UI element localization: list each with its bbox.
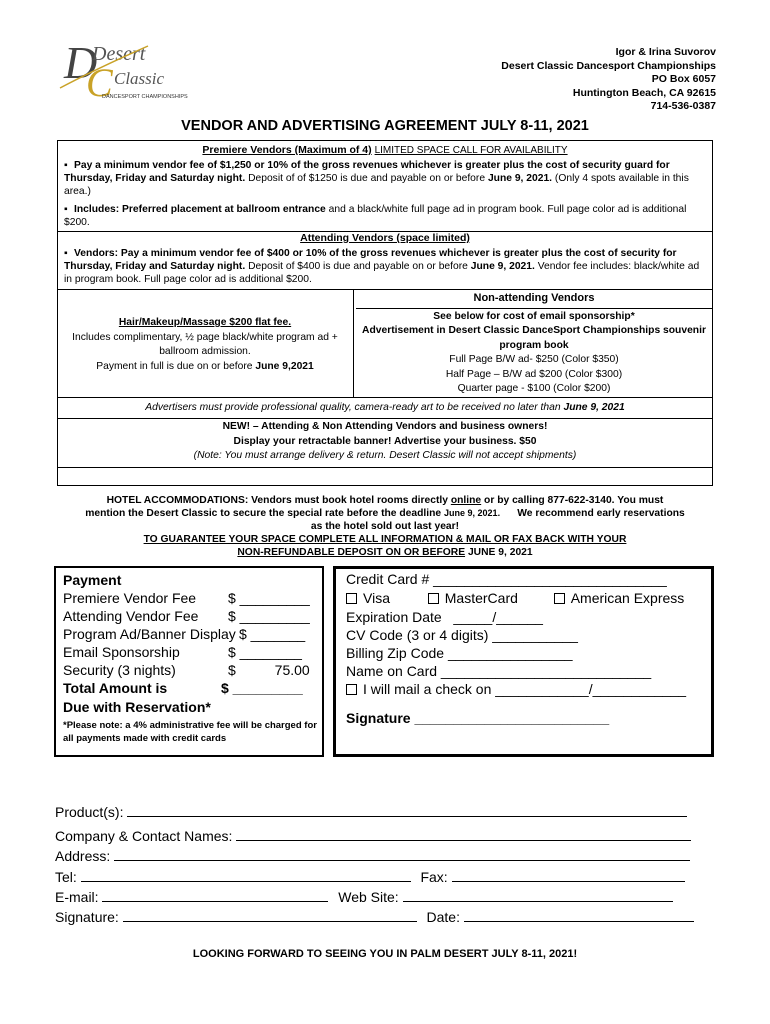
billing-zip-field[interactable]: Billing Zip Code ________________ — [346, 645, 573, 661]
due-with-reservation: Due with Reservation* — [63, 699, 211, 715]
credit-card-box — [333, 566, 714, 757]
hair-heading: Hair/Makeup/Massage $200 flat fee. — [118, 317, 292, 328]
visa-checkbox[interactable]: Visa — [346, 590, 390, 606]
fee-label-attending: Attending Vendor Fee — [63, 608, 199, 624]
payment-summary-box — [54, 566, 324, 757]
credit-card-number-field[interactable]: Credit Card # ______________________________ — [346, 571, 667, 587]
svg-text:C: C — [86, 60, 113, 104]
new-banner: NEW! – Attending & Non Attending Vendors and business owners! Display your retractable banner! Advertise your business. $50 (Note: You must arrange delivery & return. Desert Classic will not accept shipments) — [193, 421, 577, 461]
fee-amount-program-ad[interactable]: $ _______ — [239, 626, 306, 642]
company-contact-field[interactable]: Company & Contact Names: — [55, 828, 691, 844]
address-line: Huntington Beach, CA 92615 — [572, 86, 716, 99]
address-line: 714-536-0387 — [650, 100, 716, 113]
price-half: Half Page – B/W ad $200 (Color $300) — [445, 368, 623, 380]
products-field[interactable]: Product(s): — [55, 804, 687, 820]
fee-amount-security: $ 75.00 — [228, 662, 310, 678]
address-line: PO Box 6057 — [651, 73, 716, 86]
premiere-bullet-1: ▪ Pay a minimum vendor fee of $1,250 or 10% of the gross revenues whichever is greater plus the cost of security guard for Thursday, Friday and Saturday night. Deposit of of $1250 is due and payable on or before June 9, 2021. (Only 4 spots available in this area.) — [64, 160, 689, 197]
logo-word-classic: Classic — [114, 69, 165, 88]
advertisers-note: Advertisers must provide professional quality, camera-ready art to be received no later than June 9, 2021 — [145, 402, 625, 413]
hair-line2: Payment in full is due on or before June 9,2021 — [96, 360, 314, 372]
address-field[interactable]: Address: — [55, 848, 690, 864]
fee-label-email: Email Sponsorship — [63, 644, 180, 660]
card-type-options — [346, 590, 684, 606]
admin-fee-note: *Please note: a 4% administrative fee will be charged for all payments made with credit cards — [63, 720, 317, 744]
vendor-options-table — [57, 140, 713, 486]
logo-subtitle: DANCESPORT CHAMPIONSHIPS — [102, 94, 188, 100]
non-attending-cell — [356, 291, 712, 397]
fee-amount-email[interactable]: $ ________ — [228, 644, 302, 660]
price-full: Full Page B/W ad- $250 (Color $350) — [449, 354, 619, 365]
non-attending-heading: Non-attending Vendors — [473, 292, 595, 304]
mail-check-option[interactable]: I will mail a check on ____________/____________ — [346, 681, 686, 697]
hair-makeup-cell — [60, 316, 350, 374]
svg-text:D: D — [64, 38, 98, 88]
payment-heading: Payment — [63, 572, 122, 588]
premiere-heading: Premiere Vendors (Maximum of 4) LIMITED SPACE CALL FOR AVAILABILITY — [202, 144, 568, 156]
premiere-bullet-2: ▪ Includes: Preferred placement at ballroom entrance and a black/white full page ad in program book. Full page color ad is additional $200. — [64, 204, 687, 228]
fee-label-program-ad: Program Ad/Banner Display — [63, 626, 236, 642]
signature-field[interactable]: Signature: Date: — [55, 909, 694, 925]
price-quarter: Quarter page - $100 (Color $200) — [457, 383, 611, 394]
total-amount[interactable]: $ _________ — [221, 680, 303, 696]
logo-word-desert: Desert — [92, 43, 146, 65]
date-field[interactable]: Date: — [426, 909, 460, 925]
tel-field[interactable]: Tel: Fax: — [55, 869, 685, 885]
organizer-address — [501, 46, 716, 114]
address-line: Igor & Irina Suvorov — [615, 46, 716, 58]
desert-classic-logo — [58, 38, 206, 104]
attending-bullet: ▪ Vendors: Pay a minimum vendor fee of $400 or 10% of the gross revenues whichever is greater plus the cost of security for Thursday, Friday and Saturday night. Deposit of $400 is due and payable on or before June 9, 2021. Vendor fee includes: black/white ad in program book. Full page color ad is additional $200. — [64, 248, 700, 285]
website-field[interactable]: Web Site: — [338, 889, 399, 905]
fax-field[interactable]: Fax: — [420, 869, 448, 885]
non-attending-line2: Advertisement in Desert Classic DanceSport Championships souvenir program book — [362, 325, 706, 351]
cv-code-field[interactable]: CV Code (3 or 4 digits) ___________ — [346, 627, 578, 643]
amex-checkbox[interactable]: American Express — [554, 590, 685, 606]
total-label: Total Amount is — [63, 680, 168, 696]
card-signature-field[interactable]: Signature _________________________ — [346, 710, 610, 726]
address-line: Desert Classic Dancesport Championships — [501, 59, 716, 72]
expiration-date-field[interactable]: Expiration Date _____/______ — [346, 609, 543, 625]
email-field[interactable]: E-mail: Web Site: — [55, 889, 673, 905]
closing-message: LOOKING FORWARD TO SEEING YOU IN PALM DESERT JULY 8-11, 2021! — [192, 948, 578, 960]
fee-amount-attending[interactable]: $ _________ — [228, 608, 310, 624]
mastercard-checkbox[interactable]: MasterCard — [428, 590, 518, 606]
page-title: VENDOR AND ADVERTISING AGREEMENT JULY 8-11, 2021 — [181, 118, 589, 134]
hair-line1: Includes complimentary, ½ page black/white program ad + ballroom admission. — [72, 331, 338, 357]
fee-amount-premiere[interactable]: $ _________ — [228, 590, 310, 606]
fee-label-security: Security (3 nights) — [63, 662, 176, 678]
attending-heading: Attending Vendors (space limited) — [300, 232, 470, 244]
name-on-card-field[interactable]: Name on Card ___________________________ — [346, 663, 652, 679]
non-attending-line1: See below for cost of email sponsorship* — [433, 310, 635, 322]
hotel-accommodations: HOTEL ACCOMMODATIONS: Vendors must book hotel rooms directly online or by calling 877-622-3140. You must mention the Desert Classic to secure the special rate before the deadline June 9, 2021. We recommend early reservations as the hotel sold out last year! TO GUARANTEE YOUR SPACE COMPLETE ALL INFORMATION & MAIL OR FAX BACK WITH YOUR NON-REFUNDABLE DEPOSIT ON OR BEFORE JUNE 9, 2021 — [85, 495, 685, 558]
fee-label-premiere: Premiere Vendor Fee — [63, 590, 197, 606]
